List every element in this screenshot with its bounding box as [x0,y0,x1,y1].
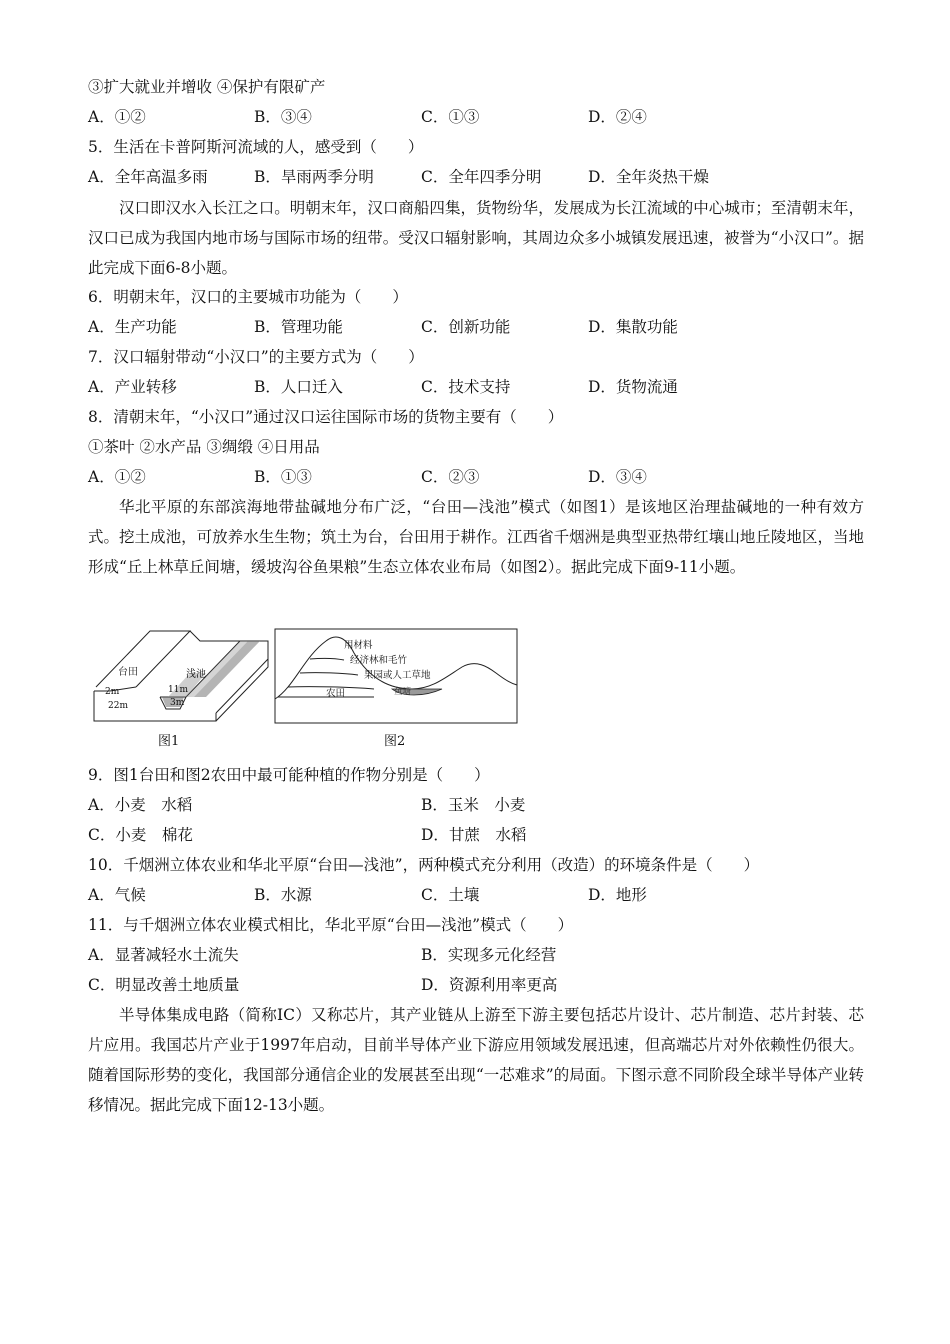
q11-option-b: B．实现多元化经营 [421,946,557,964]
q7-stem: 7．汉口辐射带动“小汉口”的主要方式为（ ） [88,348,424,366]
q9-option-b: B．玉米 小麦 [421,796,526,814]
q5-option-b: B．旱雨两季分明 [254,168,374,186]
q7-option-c: C．技术支持 [421,378,511,396]
q4-option-a: A．①② [88,108,146,126]
q11-stem: 11．与千烟洲立体农业模式相比，华北平原“台田—浅池”模式（ ） [88,916,574,934]
q11-option-d: D．资源利用率更高 [421,976,558,994]
q6-option-d: D．集散功能 [588,318,678,336]
q7-option-a: A．产业转移 [88,378,177,396]
figure1-caption: 图1 [158,734,180,749]
q5-option-d: D．全年炎热干燥 [588,168,709,186]
q5-stem: 5．生活在卡普阿斯河流域的人，感受到（ ） [88,138,424,156]
q9-option-c: C．小麦 棉花 [88,826,193,844]
figure1-dim-22m: 22m [108,701,128,711]
figure2-label-field: 农田 [326,688,346,699]
q7-option-d: D．货物流通 [588,378,678,396]
figure1-dim-3m: 3m [170,698,185,708]
passage-farming: 华北平原的东部滨海地带盐碱地分布广泛，“台田—浅池”模式（如图1）是该地区治理盐碱地的一种有效方式。挖土成池，可放养水生生物；筑土为台，台田用于耕作。江西省千烟洲是典型亚热带红壤山地丘陵地区，当地形成“丘上林草丘间塘，缓坡沟谷鱼果粮”生态立体农业布局（如图2）。据此完成下面9-11小题。 [88,498,864,576]
q10-option-d: D．地形 [588,886,647,904]
q4-option-b: B．③④ [254,108,312,126]
figure2-label-mid: 经济林和毛竹 [350,655,408,666]
q8-option-b: B．①③ [254,468,312,486]
q4-items: ③扩大就业并增收 ④保护有限矿产 [88,78,326,96]
q8-stem: 8．清朝末年，“小汉口”通过汉口运往国际市场的货物主要有（ ） [88,408,564,426]
q8-option-c: C．②③ [421,468,480,486]
figure1-dim-2m: 2m [105,687,120,697]
passage-chip: 半导体集成电路（简称IC）又称芯片，其产业链从上游至下游主要包括芯片设计、芯片制造、芯片封装、芯片应用。我国芯片产业于1997年启动，目前半导体产业下游应用领域发展迅速，但高端芯片对外依赖性仍很大。随着国际形势的变化，我国部分通信企业的发展甚至出现“一芯难求”的局面。下图示意不同阶段全球半导体产业转移情况。据此完成下面12-13小题。 [88,1006,864,1114]
q5-option-a: A．全年高温多雨 [88,168,208,186]
figure2-label-pond: 鱼塘 [394,687,412,697]
q9-stem: 9．图1台田和图2农田中最可能种植的作物分别是（ ） [88,766,490,784]
figure2-label-low: 果园或人工草地 [364,670,431,681]
q4-option-c: C．①③ [421,108,480,126]
figure1-label-taitian: 台田 [118,667,138,678]
figure2-caption: 图2 [384,734,406,749]
q6-option-a: A．生产功能 [88,318,177,336]
q10-option-b: B．水源 [254,886,312,904]
q6-option-c: C．创新功能 [421,318,511,336]
q5-option-c: C．全年四季分明 [421,168,542,186]
q4-option-d: D．②④ [588,108,647,126]
q9-option-a: A．小麦 水稻 [88,796,193,814]
figure1-label-qianchi: 浅池 [186,669,206,680]
q11-option-c: C．明显改善土地质量 [88,976,240,994]
q8-items: ①茶叶 ②水产品 ③绸缎 ④日用品 [88,438,320,456]
q8-option-d: D．③④ [588,468,647,486]
q7-option-b: B．人口迁入 [254,378,343,396]
figure1-dim-11m: 11m [168,685,188,695]
figure2-label-top: 用材料 [344,640,373,651]
q8-option-a: A．①② [88,468,146,486]
q9-option-d: D．甘蔗 水稻 [421,826,527,844]
q10-option-c: C．土壤 [421,886,480,904]
passage-hankou: 汉口即汉水入长江之口。明朝末年，汉口商船四集，货物纷华，发展成为长江流域的中心城市；至清朝末年，汉口已成为我国内地市场与国际市场的纽带。受汉口辐射影响，其周边众多小城镇发展迅速，被誉为“小汉口”。据此完成下面6-8小题。 [88,199,864,277]
figures-1-2 [88,627,528,752]
q6-option-b: B．管理功能 [254,318,343,336]
q6-stem: 6．明朝末年，汉口的主要城市功能为（ ） [88,288,408,306]
q10-option-a: A．气候 [88,886,146,904]
q11-option-a: A．显著减轻水土流失 [88,946,239,964]
q10-stem: 10．千烟洲立体农业和华北平原“台田—浅池”，两种模式充分利用（改造）的环境条件是（ ） [88,856,760,874]
